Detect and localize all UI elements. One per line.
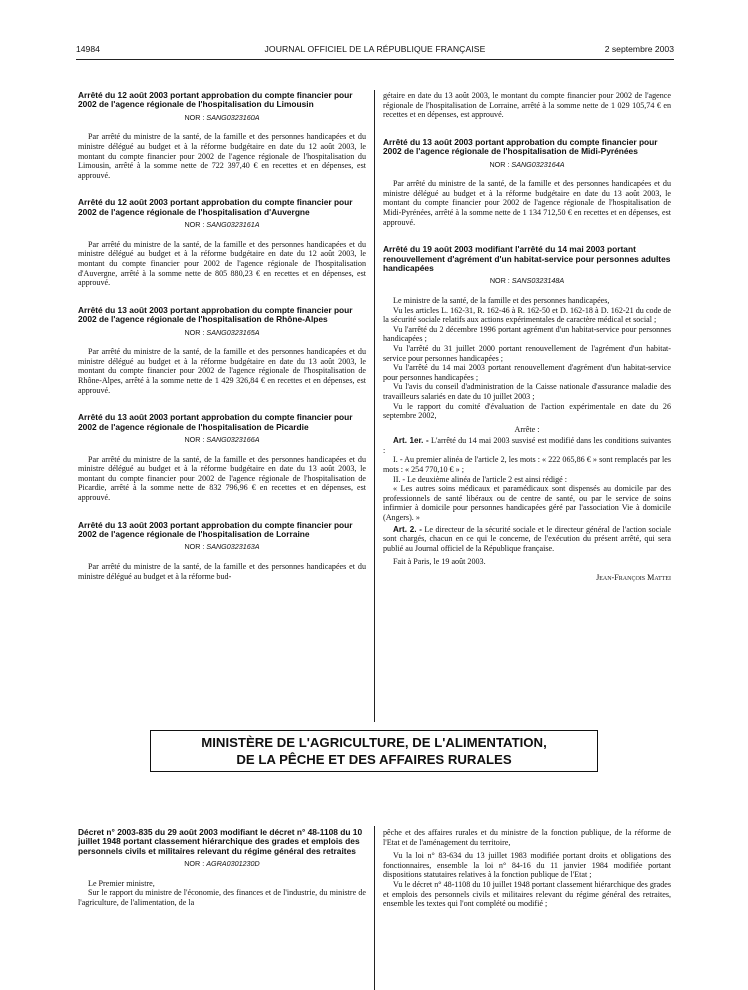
decree-intro: Le Premier ministre,: [88, 878, 155, 888]
arrete-block: [383, 245, 671, 582]
journal-title: JOURNAL OFFICIEL DE LA RÉPUBLIQUE FRANÇAISE: [264, 44, 486, 54]
nor-label: NOR :: [489, 159, 510, 169]
decree-visa: Vu la loi n° 83-634 du 13 juillet 1983 modifiée portant droits et obligations des fonctionnaires, ensemble la loi n° 84-16 du 11 janvier 1984 modifiée portant dispositions statutaires relatives à la fonction publique de l'Etat ;: [383, 851, 671, 880]
arrete-body: Par arrêté du ministre de la santé, de la famille et des personnes handicapées et du ministre délégué au budget et à la réforme budgétaire en date du 13 août 2003, le montant du compte financier pour 2002 de l'agence régionale de l'hospitalisation de Picardie, arrêté à la somme nette de 832 796,96 € en recettes et en dépenses, est approuvé.: [78, 454, 366, 502]
nor-reference: [78, 859, 366, 869]
arrete-block: [78, 521, 366, 582]
arrete-block: [78, 413, 366, 502]
decree-rapport-continued: pêche et des affaires rurales et du ministre de la fonction publique, de la réforme de l'Etat et de l'aménagement du territoire,: [383, 828, 671, 847]
issue-date: 2 septembre 2003: [604, 44, 674, 54]
page-header: [76, 44, 674, 60]
visa: Vu l'arrêté du 14 mai 2003 portant renouvellement d'agrément d'un habitat-service pour personnes handicapées ;: [383, 363, 671, 382]
arrete-title: Arrêté du 13 août 2003 portant approbation du compte financier pour 2002 de l'agence régionale de l'hospitalisation de Picardie: [78, 412, 353, 432]
column-divider-bottom: [374, 826, 375, 990]
ministry-line-2: DE LA PÊCHE ET DES AFFAIRES RURALES: [236, 752, 512, 767]
article-2-text: Le directeur de la sécurité sociale et le directeur général de l'action sociale sont chargés, chacun en ce qui le concerne, de l'exécution du présent arrêté, qui sera publié au Journal officiel de la République française.: [383, 524, 671, 553]
arrete-title: Arrêté du 13 août 2003 portant approbation du compte financier pour 2002 de l'agence régionale de l'hospitalisation de Rhône-Alpes: [78, 304, 353, 325]
visa: Vu l'arrêté du 2 décembre 1996 portant agrément d'un habitat-service pour personnes handicapées ;: [383, 324, 671, 344]
arrete-body: Par arrêté du ministre de la santé, de la famille et des personnes handicapées et du ministre délégué au budget et à la réforme budgétaire en date du 13 août 2003, le montant du compte financier pour 2002 de l'agence régionale de l'hospitalisation de Rhône-Alpes, arrêté à la somme nette de 1 429 326,84 € en recettes et en dépenses, est approuvé.: [78, 347, 366, 395]
arrete-body: Par arrêté du ministre de la santé, de la famille et des personnes handicapées et du ministre délégué au budget et à la réforme budgétaire en date du 12 août 2003, le montant du compte financier pour 2002 de l'agence régionale de l'hospitalisation d'Auvergne, arrêté à la somme nette de 805 880,23 € en recettes et en dépenses, est approuvé.: [78, 239, 366, 288]
right-column: [383, 91, 671, 591]
nor-code: SANG0323164A: [511, 159, 565, 169]
arrete-title: Arrêté du 19 août 2003 modifiant l'arrêté du 14 mai 2003 portant renouvellement d'agrément d'un habitat-service pour personnes adultes handicapées: [383, 244, 671, 273]
nor-label: NOR :: [184, 434, 205, 444]
arrete-title: Arrêté du 13 août 2003 portant approbation du compte financier pour 2002 de l'agence régionale de l'hospitalisation de Lorraine: [78, 519, 353, 539]
decree-visa: Vu le décret n° 48-1108 du 10 juillet 1948 portant classement hiérarchique des grades et emplois des personnels civils et militaires relevant du régime général des retraites, ensemble les textes qui l'ont complété ou modifié ;: [383, 879, 671, 909]
continued-body: gétaire en date du 13 août 2003, le montant du compte financier pour 2002 de l'agence régionale de l'hospitalisation de Lorraine, arrêté à la somme nette de 1 029 105,74 € en recettes et en dépenses, est approuvé.: [383, 91, 671, 120]
arrete-heading: Arrête :: [514, 424, 540, 434]
nor-reference: [383, 160, 671, 170]
nor-label: NOR :: [184, 859, 205, 869]
nor-code: AGRA0301230D: [206, 859, 260, 869]
visa: Vu le rapport du comité d'évaluation de l'action expérimentale en date du 26 septembre 2002,: [383, 401, 671, 421]
arrete-block: [78, 91, 366, 180]
visa: Vu l'avis du conseil d'administration de la Caisse nationale d'assurance maladie des travailleurs salariés en date du 10 juillet 2003 ;: [383, 382, 671, 401]
article-2-label: Art. 2. -: [393, 524, 422, 534]
nor-code: SANG0323166A: [206, 434, 260, 444]
arrete-title: Arrêté du 12 août 2003 portant approbation du compte financier pour 2002 de l'agence régionale de l'hospitalisation d'Auvergne: [78, 197, 353, 217]
quoted-text: « Les autres soins médicaux et paramédicaux sont dispensés au domicile par des professionnels de santé libéraux ou de centre de santé, ou par le service de soins infirmier à domicile pour personnes handicapées géré par l'association Vie à domicile (Angers). »: [383, 484, 671, 523]
nor-reference: [78, 435, 366, 445]
header-rule: [76, 59, 674, 60]
arrete-body: Par arrêté du ministre de la santé, de la famille et des personnes handicapées et du ministre délégué au budget et à la réforme budgétaire en date du 13 août 2003, le montant du compte financier pour 2002 de l'agence régionale de l'hospitalisation de Midi-Pyrénées, arrêté à la somme nette de 1 134 712,50 € en recettes et en dépenses, est approuvé.: [383, 179, 671, 227]
signing-place-date: Fait à Paris, le 19 août 2003.: [393, 557, 486, 567]
article-1-label: Art. 1er. -: [393, 436, 429, 446]
page-number: 14984: [76, 44, 100, 54]
arrete-body: Par arrêté du ministre de la santé, de la famille et des personnes handicapées et du ministre délégué au budget et à la réforme budgétaire en date du 12 août 2003, le montant du compte financier pour 2002 de l'agence régionale de l'hospitalisation du Limousin, arrêté à la somme nette de 722 397,40 € en recettes et en dépenses, est approuvé.: [78, 132, 366, 180]
nor-label: NOR :: [184, 112, 205, 122]
nor-label: NOR :: [184, 220, 205, 230]
arrete-block: [78, 306, 366, 395]
nor-reference: [383, 276, 671, 286]
nor-code: SANS0323148A: [511, 276, 565, 286]
nor-code: SANG0323163A: [206, 542, 260, 552]
nor-code: SANG0323165A: [206, 327, 260, 337]
minister-intro: Le ministre de la santé, de la famille et des personnes handicapées,: [393, 295, 610, 305]
nor-label: NOR :: [184, 327, 205, 337]
visa: Vu l'arrêté du 31 juillet 2000 portant renouvellement de l'agrément d'un habitat-service pour personnes handicapées ;: [383, 343, 671, 363]
signature: Jean-François Mattei: [596, 573, 671, 582]
ministry-line-1: MINISTÈRE DE L'AGRICULTURE, DE L'ALIMENTATION,: [201, 735, 547, 750]
arrete-title: Arrêté du 12 août 2003 portant approbation du compte financier pour 2002 de l'agence régionale de l'hospitalisation du Limousin: [78, 90, 353, 110]
paragraph-ii: II. - Le deuxième alinéa de l'article 2 est ainsi rédigé :: [393, 474, 568, 484]
arrete-block: [78, 198, 366, 287]
nor-reference: [78, 328, 366, 338]
left-column: [78, 91, 366, 599]
article-1-text: L'arrêté du 14 mai 2003 susvisé est modifié dans les conditions suivantes :: [383, 436, 672, 455]
arrete-block: [383, 138, 671, 227]
nor-code: SANG0323161A: [206, 220, 260, 230]
column-divider-top: [374, 90, 375, 722]
decree-rapport: Sur le rapport du ministre de l'économie, des finances et de l'industrie, du ministre de l'agriculture, de l'alimentation, de la: [78, 888, 366, 907]
nor-reference: [78, 220, 366, 230]
article-2: [383, 525, 671, 554]
nor-reference: [78, 542, 366, 552]
arrete-body: Par arrêté du ministre de la santé, de la famille et des personnes handicapées et du ministre délégué au budget et à la réforme bud-: [78, 561, 366, 581]
decree-right-column: [383, 828, 671, 909]
decree-left-column: [78, 828, 366, 908]
nor-label: NOR :: [489, 276, 510, 286]
nor-reference: [78, 113, 366, 123]
arrete-title: Arrêté du 13 août 2003 portant approbation du compte financier pour 2002 de l'agence régionale de l'hospitalisation de Midi-Pyrénées: [383, 136, 658, 157]
ministry-heading-box: [150, 730, 598, 772]
decree-title: Décret n° 2003-835 du 29 août 2003 modifiant le décret n° 48-1108 du 10 juillet 1948 portant classement hiérarchique des grades et emplois des personnels civils et militaires relevant du régime général des retraites: [78, 827, 363, 856]
paragraph-i: I. - Au premier alinéa de l'article 2, les mots : « 222 065,86 € » sont remplacés par les mots : « 254 770,10 € » ;: [383, 455, 671, 475]
nor-label: NOR :: [184, 542, 205, 552]
visa: Vu les articles L. 162-31, R. 162-46 à R. 162-50 et D. 162-18 à D. 162-21 du code de la sécurité sociale relatifs aux actions expérimentales de caractère médical et social ;: [383, 305, 671, 325]
article-1: [383, 436, 671, 455]
nor-code: SANG0323160A: [206, 112, 260, 122]
